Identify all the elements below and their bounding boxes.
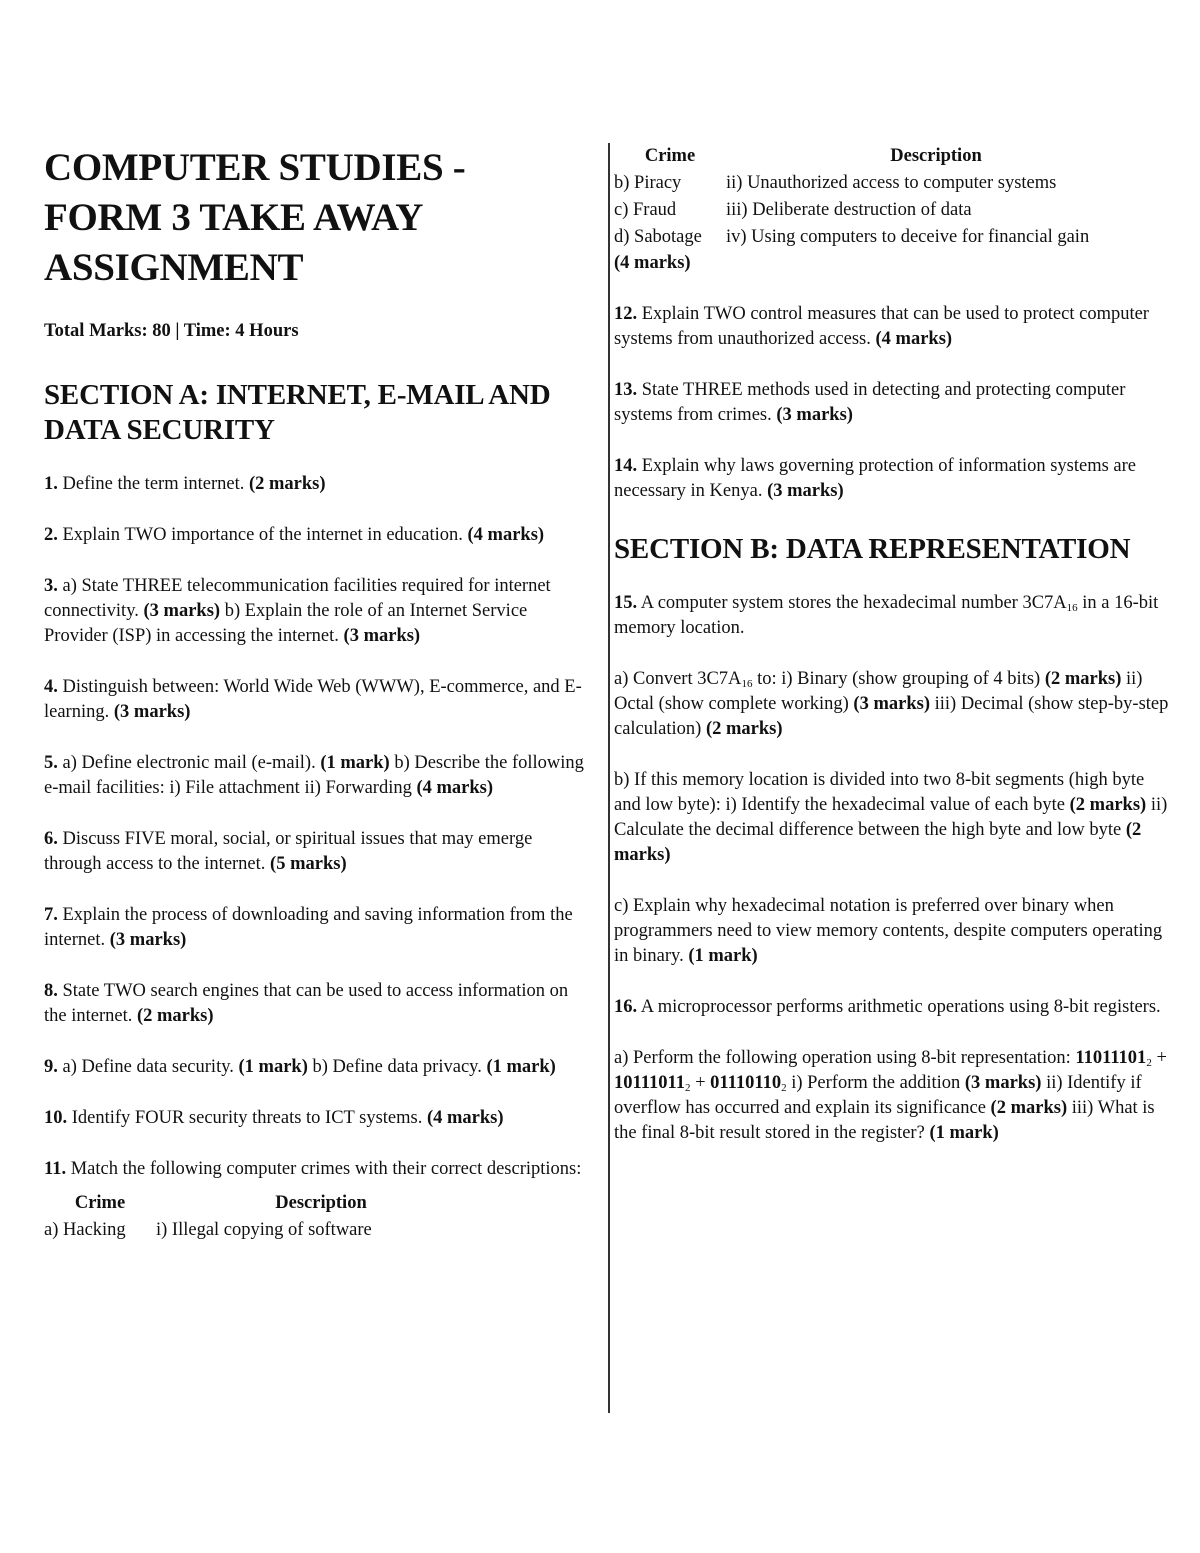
question-number: 8. [44, 981, 58, 1001]
question-text: in a 16-bit memory location. [614, 593, 1159, 638]
marks: (1 mark) [486, 1057, 556, 1077]
question-number: 7. [44, 905, 58, 925]
question-8 [44, 979, 592, 1029]
question-text: State TWO search engines that can be used to access information on the internet. [44, 981, 569, 1026]
crime-column-header: Crime [74, 1193, 126, 1213]
marks: (2 marks) [705, 719, 783, 739]
base-subscript: 2 [1146, 1057, 1152, 1069]
table-header-row [614, 143, 1146, 170]
question-15b [614, 768, 1174, 868]
question-text: Explain TWO control measures that can be used to protect computer systems from unauthorized access. [614, 304, 1149, 349]
marks: (4 marks) [426, 1108, 504, 1128]
marks: (2 marks) [1044, 669, 1122, 689]
question-text: Identify FOUR security threats to ICT systems. [67, 1108, 427, 1128]
question-14 [614, 454, 1174, 504]
question-2 [44, 523, 592, 548]
question-number: 2. [44, 525, 58, 545]
section-b-heading: SECTION B: DATA REPRESENTATION [614, 533, 1131, 565]
section-a-heading: SECTION A: INTERNET, E-MAIL AND DATA SECURITY [44, 379, 551, 446]
question-7 [44, 903, 592, 953]
marks: (2 marks) [136, 1006, 214, 1026]
table-row [614, 224, 1146, 251]
marks: (3 marks) [776, 405, 853, 425]
question-text: iii) What is the final 8-bit result stored in the register? [614, 1098, 1155, 1143]
question-number: 4. [44, 677, 58, 697]
column-divider [608, 143, 610, 1413]
question-16a [614, 1046, 1174, 1146]
base-subscript: 16 [741, 678, 753, 690]
question-6 [44, 827, 592, 877]
question-text: Distinguish between: World Wide Web (WWW), E-commerce, and E-learning. [44, 677, 582, 722]
binary-operand-1: 11011101 [1075, 1048, 1147, 1068]
crime-cell: a) Hacking [44, 1220, 126, 1240]
question-text: Explain TWO importance of the internet in education. [57, 525, 468, 545]
question-text: a) Convert 3C7A [614, 669, 742, 689]
marks: (1 mark) [238, 1057, 308, 1077]
base-subscript: 2 [684, 1082, 691, 1094]
question-9 [44, 1055, 592, 1080]
question-text: c) Explain why hexadecimal notation is preferred over binary when programmers need to view memory contents, despite computers operating in binary. [614, 896, 1163, 966]
question-number: 14. [614, 456, 638, 476]
total-marks-time: Total Marks: 80 | Time: 4 Hours [44, 321, 299, 341]
question-text: b) Define data privacy. [307, 1057, 487, 1077]
question-number: 6. [44, 829, 58, 849]
base-subscript: 16 [1066, 602, 1078, 614]
question-text: Match the following computer crimes with their correct descriptions: [66, 1159, 582, 1179]
question-text: State THREE methods used in detecting and protecting computer systems from crimes. [614, 380, 1126, 425]
crime-cell: c) Fraud [614, 200, 677, 220]
question-text: i) Perform the addition [786, 1073, 965, 1093]
page-title: COMPUTER STUDIES - FORM 3 TAKE AWAY ASSIGNMENT [44, 146, 466, 289]
marks: (2 marks) [1069, 795, 1147, 815]
question-text: a) Define data security. [57, 1057, 239, 1077]
question-text: to: i) Binary (show grouping of 4 bits) [752, 669, 1045, 689]
crime-match-table-part-2 [614, 143, 1146, 251]
plus-operator: + [690, 1073, 711, 1093]
marks: (3 marks) [143, 601, 221, 621]
description-column-header: Description [890, 146, 982, 166]
question-number: 10. [44, 1108, 68, 1128]
question-text: b) If this memory location is divided into two 8-bit segments (high byte and low byte): i) Identify the hexadecimal value of each byte [614, 770, 1145, 815]
marks: (4 marks) [875, 329, 953, 349]
question-number: 9. [44, 1057, 58, 1077]
description-column-header: Description [275, 1193, 367, 1213]
table-header-row [44, 1190, 486, 1217]
question-text: iii) Decimal (show step-by-step calculation) [614, 694, 1169, 739]
question-11-marks: (4 marks) [614, 253, 691, 273]
question-number: 13. [614, 380, 638, 400]
question-number: 15. [614, 593, 638, 613]
question-15a [614, 667, 1174, 742]
table-row [614, 170, 1146, 197]
description-cell: ii) Unauthorized access to computer systems [726, 173, 1057, 193]
crime-cell: b) Piracy [614, 173, 682, 193]
binary-operand-3: 01110110 [710, 1073, 782, 1093]
crime-column-header: Crime [644, 146, 696, 166]
question-3 [44, 574, 592, 649]
table-row [44, 1217, 486, 1244]
question-12 [614, 302, 1174, 352]
description-cell: i) Illegal copying of software [156, 1220, 372, 1240]
question-text: a) Perform the following operation using 8-bit representation: [614, 1048, 1076, 1068]
marks: (1 mark) [929, 1123, 999, 1143]
question-text: a) State THREE telecommunication facilities required for internet connectivity. [44, 576, 551, 621]
question-15c [614, 894, 1174, 969]
marks: (3 marks) [113, 702, 191, 722]
question-text: ii) Octal (show complete working) [614, 669, 1143, 714]
marks: (1 mark) [320, 753, 390, 773]
description-cell: iii) Deliberate destruction of data [726, 200, 972, 220]
question-5 [44, 751, 592, 801]
marks: (2 marks) [248, 474, 326, 494]
question-text: A microprocessor performs arithmetic operations using 8-bit registers. [637, 997, 1161, 1017]
question-number: 11. [44, 1159, 67, 1179]
plus-operator: + [1151, 1048, 1167, 1068]
question-text: A computer system stores the hexadecimal number 3C7A [637, 593, 1067, 613]
question-text: Explain the process of downloading and saving information from the internet. [44, 905, 573, 950]
crime-match-table-part-1 [44, 1190, 486, 1244]
crime-cell: d) Sabotage [614, 227, 702, 247]
question-text: b) Describe the following e-mail facilities: i) File attachment ii) Forwarding [44, 753, 584, 798]
marks: (3 marks) [767, 481, 844, 501]
marks: (3 marks) [964, 1073, 1042, 1093]
question-number: 16. [614, 997, 638, 1017]
marks: (1 mark) [688, 946, 758, 966]
question-text: Discuss FIVE moral, social, or spiritual issues that may emerge through access to the internet. [44, 829, 533, 874]
question-10 [44, 1106, 592, 1131]
question-number: 1. [44, 474, 58, 494]
question-number: 12. [614, 304, 638, 324]
marks: (3 marks) [853, 694, 930, 714]
description-cell: iv) Using computers to deceive for financial gain [726, 227, 1090, 247]
question-text: b) Explain the role of an Internet Service Provider (ISP) in accessing the internet. [44, 601, 528, 646]
question-text: Explain why laws governing protection of information systems are necessary in Kenya. [614, 456, 1137, 501]
question-1 [44, 472, 592, 497]
marks: (3 marks) [109, 930, 187, 950]
right-column [614, 143, 1174, 1172]
question-text: a) Define electronic mail (e-mail). [57, 753, 321, 773]
question-11 [44, 1157, 592, 1182]
marks: (2 marks) [990, 1098, 1068, 1118]
marks: (5 marks) [270, 854, 347, 874]
marks: (4 marks) [416, 778, 494, 798]
question-13 [614, 378, 1174, 428]
marks: (2 marks) [614, 820, 1142, 865]
base-subscript: 2 [781, 1082, 787, 1094]
marks: (3 marks) [343, 626, 421, 646]
table-row [614, 197, 1146, 224]
question-text: Define the term internet. [57, 474, 249, 494]
left-column [44, 143, 592, 1244]
question-text: ii) Identify if overflow has occurred and explain its significance [614, 1073, 1142, 1118]
question-16 [614, 995, 1174, 1020]
marks: (4 marks) [467, 525, 545, 545]
question-15 [614, 591, 1174, 641]
question-text: ii) Calculate the decimal difference between the high byte and low byte [614, 795, 1168, 840]
binary-operand-2: 10111011 [614, 1073, 685, 1093]
question-number: 3. [44, 576, 58, 596]
question-4 [44, 675, 592, 725]
question-number: 5. [44, 753, 58, 773]
